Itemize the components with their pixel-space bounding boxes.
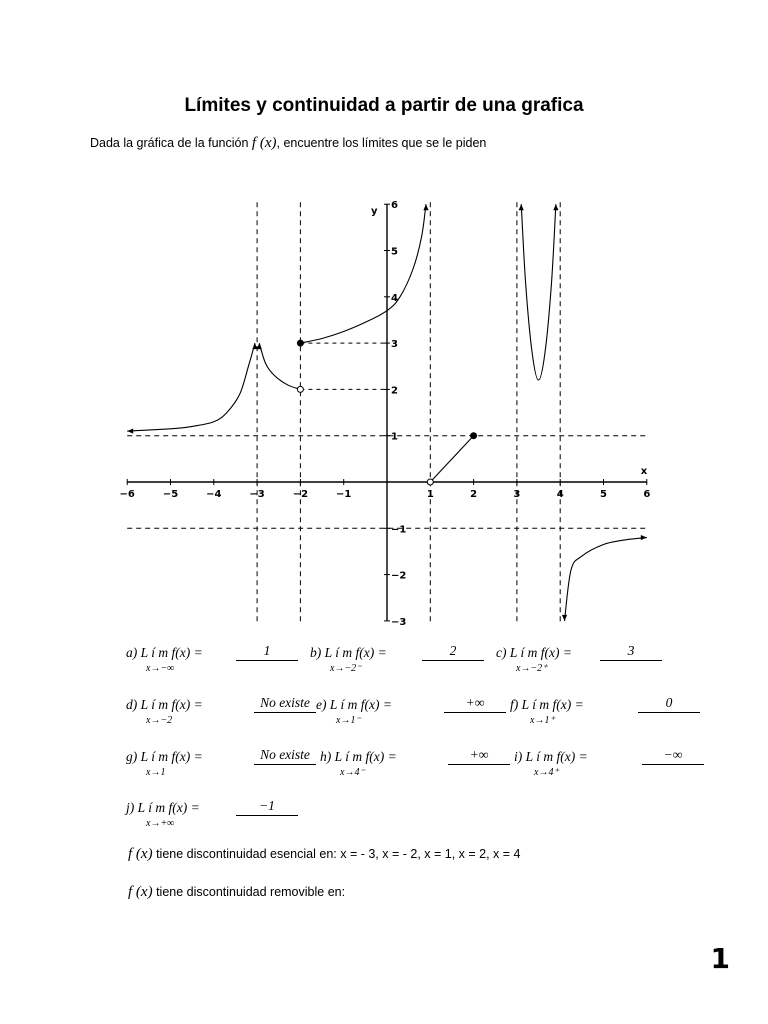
essential-text: tiene discontinuidad esencial en: x = - 3, x = - 2, x = 1, x = 2, x = 4 (156, 847, 521, 861)
filled-point (297, 340, 303, 346)
arrowhead (423, 204, 428, 210)
limit-expression: j) L í m f(x) = (126, 800, 200, 815)
arrowhead (127, 428, 133, 433)
essential-discontinuity (128, 846, 521, 863)
limit-expression: f) L í m f(x) = (510, 697, 584, 712)
limit-answer: No existe (254, 747, 316, 765)
removable-discontinuity (128, 884, 345, 901)
page-number: 1 (710, 942, 730, 975)
limit-expression: e) L í m f(x) = (316, 697, 392, 712)
page-title: Límites y continuidad a partir de una grafica (184, 95, 584, 116)
limit-subscript: x→+∞ (146, 818, 175, 829)
limit-answer: 3 (600, 643, 662, 661)
open-point (427, 479, 433, 485)
limit-answer: +∞ (444, 695, 506, 713)
limit-subscript: x→1 (146, 767, 166, 778)
limit-item (510, 695, 673, 726)
y-tick-label: 4 (391, 292, 398, 304)
y-tick-label: −2 (391, 570, 407, 582)
limit-subscript: x→−2⁺ (516, 663, 548, 674)
limit-answer: −1 (236, 798, 298, 816)
removable-text: tiene discontinuidad removible en: (156, 885, 346, 899)
limit-answer: +∞ (448, 747, 510, 765)
limit-answer: −∞ (642, 747, 704, 765)
x-tick-label: −3 (249, 489, 265, 500)
limit-answer: No existe (254, 695, 316, 713)
intro-before: Dada la gráfica de la función (90, 136, 249, 150)
filled-point (471, 433, 477, 439)
arrowhead (252, 343, 257, 349)
limit-subscript: x→1⁺ (530, 715, 555, 726)
essential-fx: f (x) (128, 846, 153, 862)
limit-answer: 2 (422, 643, 484, 661)
limit-subscript: x→1⁻ (336, 715, 361, 726)
limit-subscript: x→4⁺ (534, 767, 559, 778)
limit-item (126, 747, 310, 778)
limit-item (126, 695, 310, 726)
y-tick-label: 1 (391, 431, 398, 443)
limit-subscript: x→−∞ (146, 663, 175, 674)
arrowhead (553, 204, 558, 210)
arrowhead (519, 204, 524, 210)
y-tick-label: 5 (391, 246, 398, 258)
intro-fx: f (x) (251, 135, 277, 151)
y-tick-label: 3 (391, 339, 398, 351)
x-tick-label: 3 (513, 489, 521, 500)
x-axis-label: x (640, 466, 648, 477)
y-tick-label: −3 (391, 616, 407, 628)
limit-expression: g) L í m f(x) = (126, 749, 203, 764)
y-tick-label: 6 (391, 200, 398, 212)
x-tick-label: −2 (292, 489, 309, 500)
limit-subscript: x→4⁻ (340, 767, 365, 778)
intro-after: , encuentre los límites que se le piden (276, 136, 487, 150)
x-tick-label: 5 (600, 489, 607, 500)
limit-item (316, 695, 485, 726)
function-curve (259, 343, 300, 389)
x-tick-label: 1 (426, 489, 434, 500)
limit-item (320, 747, 489, 778)
limit-item (496, 643, 635, 674)
limit-item (126, 643, 271, 674)
limit-expression: h) L í m f(x) = (320, 749, 397, 764)
x-tick-label: 4 (556, 489, 564, 500)
function-curve (565, 538, 647, 621)
limit-expression: c) L í m f(x) = (496, 645, 572, 660)
limit-item (310, 643, 457, 674)
y-tick-label: −1 (391, 524, 407, 536)
x-tick-label: −1 (336, 489, 352, 500)
x-tick-label: 2 (470, 489, 478, 500)
limit-expression: i) L í m f(x) = (514, 749, 588, 764)
x-tick-label: −4 (206, 489, 222, 500)
function-curve (300, 204, 426, 343)
function-curve (521, 204, 556, 380)
limit-expression: b) L í m f(x) = (310, 645, 387, 660)
x-tick-label: −5 (162, 489, 179, 500)
y-axis-label: y (371, 206, 378, 218)
y-tick-label: 2 (391, 385, 398, 397)
arrowhead (562, 615, 567, 621)
removable-fx: f (x) (128, 884, 153, 900)
arrowhead (641, 535, 647, 540)
limit-answer: 0 (638, 695, 700, 713)
limit-expression: d) L í m f(x) = (126, 697, 203, 712)
limit-subscript: x→−2⁻ (330, 663, 362, 674)
function-curve (430, 436, 473, 482)
open-point (297, 386, 303, 392)
limit-subscript: x→−2 (146, 715, 173, 726)
limit-item (126, 798, 275, 829)
limit-answer: 1 (236, 643, 298, 661)
limit-item (514, 747, 683, 778)
limit-expression: a) L í m f(x) = (126, 645, 203, 660)
x-tick-label: −6 (119, 489, 135, 500)
x-tick-label: 6 (643, 489, 651, 500)
function-curve (127, 343, 255, 431)
arrowhead (257, 343, 262, 349)
